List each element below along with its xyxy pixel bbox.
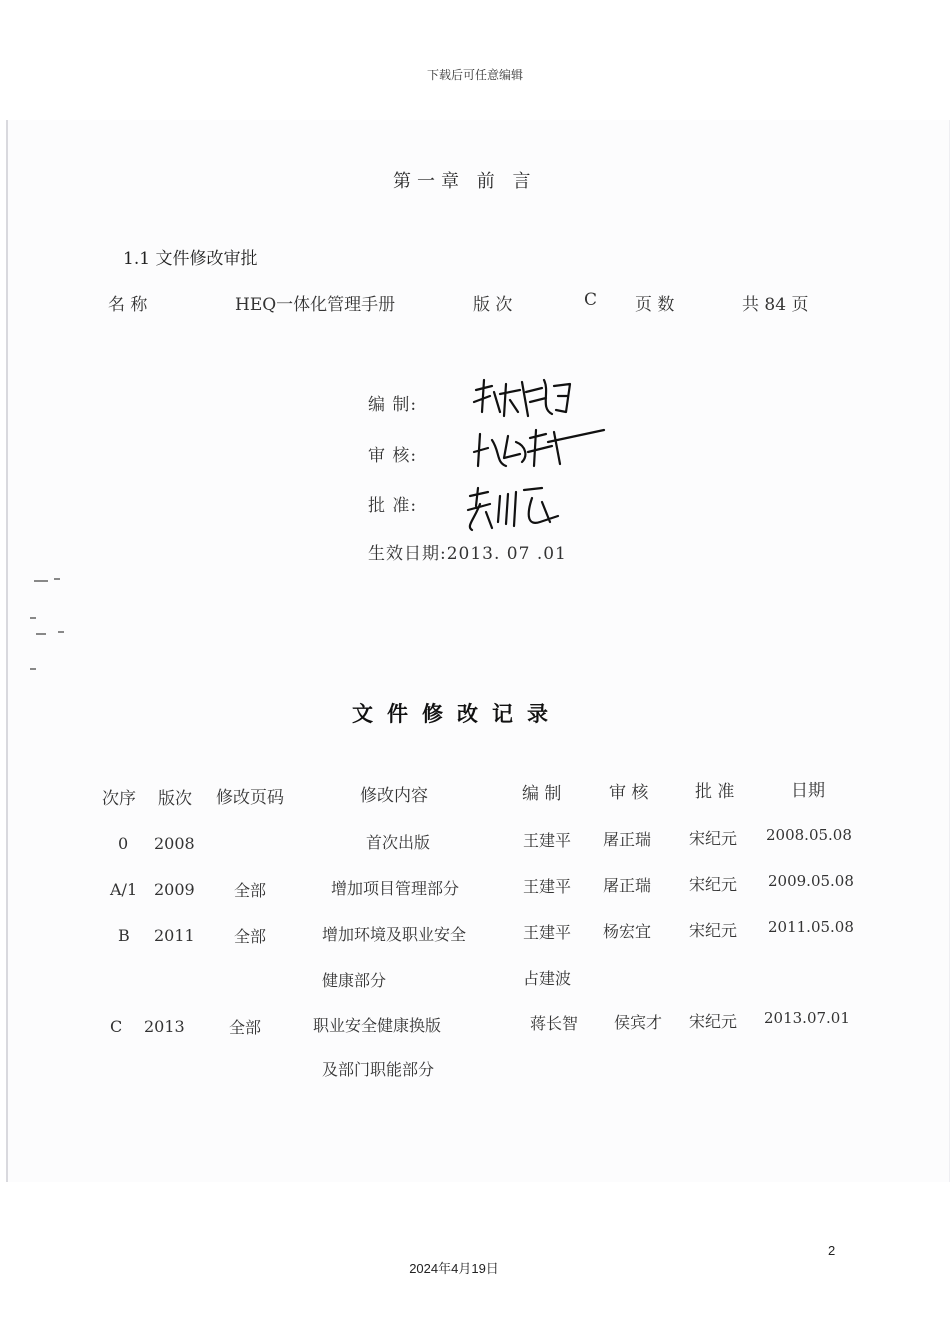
table-cell-seq: B xyxy=(118,926,130,945)
table-cell-content-cont: 及部门职能部分 xyxy=(322,1060,435,1079)
table-cell-pages: 全部 xyxy=(234,927,267,946)
table-cell-editor: 王建平 xyxy=(523,877,572,896)
page-number: 2 xyxy=(828,1243,836,1258)
approved-label: 批 准: xyxy=(368,496,418,516)
table-cell-reviewer: 侯宾才 xyxy=(614,1013,663,1032)
table-cell-content: 首次出版 xyxy=(366,833,431,852)
col-header-seq: 次序 xyxy=(102,789,136,809)
table-cell-reviewer: 杨宏宜 xyxy=(603,922,652,941)
col-header-reviewer: 审 核 xyxy=(609,783,649,803)
table-cell-year: 2013 xyxy=(144,1017,185,1036)
col-header-approver: 批 准 xyxy=(695,782,735,802)
table-cell-date: 2009.05.08 xyxy=(768,872,854,890)
table-cell-pages: 全部 xyxy=(234,881,267,900)
table-cell-year: 2011 xyxy=(154,926,195,945)
table-cell-editor: 蒋长智 xyxy=(530,1014,579,1033)
table-cell-approver: 宋纪元 xyxy=(689,829,738,848)
table-cell-approver: 宋纪元 xyxy=(689,875,738,894)
name-label: 名 称 xyxy=(108,295,148,315)
table-cell-date: 2008.05.08 xyxy=(766,826,852,844)
table-cell-pages: 全部 xyxy=(229,1018,262,1037)
effective-date-label xyxy=(368,539,567,564)
table-cell-date: 2013.07.01 xyxy=(764,1009,850,1027)
table-cell-content: 职业安全健康换版 xyxy=(313,1016,442,1035)
table-cell-content: 增加项目管理部分 xyxy=(331,879,460,898)
pages-value: 共 84 页 xyxy=(742,295,809,315)
table-cell-content: 增加环境及职业安全 xyxy=(322,925,467,944)
name-value: HEQ一体化管理手册 xyxy=(235,295,396,315)
compiled-label: 编 制: xyxy=(368,395,418,415)
table-cell-approver: 宋纪元 xyxy=(689,1012,738,1031)
approver-signature-icon xyxy=(462,482,572,534)
table-cell-date: 2011.05.08 xyxy=(768,918,854,936)
table-cell-year: 2008 xyxy=(154,834,195,853)
col-header-date: 日期 xyxy=(791,781,825,801)
col-header-version: 版次 xyxy=(158,789,192,809)
col-header-editor: 编 制 xyxy=(522,784,562,804)
reviewed-label: 审 核: xyxy=(368,446,418,466)
revision-record-title: 文件修改记录 xyxy=(352,701,562,726)
table-cell-reviewer: 屠正瑞 xyxy=(603,876,652,895)
col-header-content: 修改内容 xyxy=(360,786,428,806)
table-cell-reviewer: 屠正瑞 xyxy=(603,830,652,849)
version-label: 版 次 xyxy=(473,295,513,315)
table-cell-seq: 0 xyxy=(118,834,129,853)
version-value: C xyxy=(584,290,598,310)
table-cell-content-cont: 健康部分 xyxy=(322,971,387,990)
chapter-title-text: 第一章 前 言 xyxy=(393,171,537,192)
table-cell-editor: 王建平 xyxy=(523,923,572,942)
reviewer-signature-icon xyxy=(470,422,610,472)
footer-date: 2024年4月19日 xyxy=(409,1261,499,1276)
compiler-signature-icon xyxy=(470,372,580,422)
table-cell-approver: 宋纪元 xyxy=(689,921,738,940)
table-cell-seq: C xyxy=(110,1017,123,1036)
section-title: 1.1 文件修改审批 xyxy=(123,249,258,269)
effective-date-value: 2013. 07 .01 xyxy=(446,544,567,564)
download-note: 下载后可任意编辑 xyxy=(426,68,523,82)
table-cell-seq: A/1 xyxy=(110,880,138,899)
table-cell-year: 2009 xyxy=(154,880,195,899)
table-cell-editor-cont: 占建波 xyxy=(523,969,572,988)
pages-label: 页 数 xyxy=(635,295,675,315)
table-cell-editor: 王建平 xyxy=(523,831,572,850)
col-header-pages: 修改页码 xyxy=(216,788,284,808)
effective-label-text: 生效日期: xyxy=(368,544,447,564)
chapter-title xyxy=(393,167,536,193)
